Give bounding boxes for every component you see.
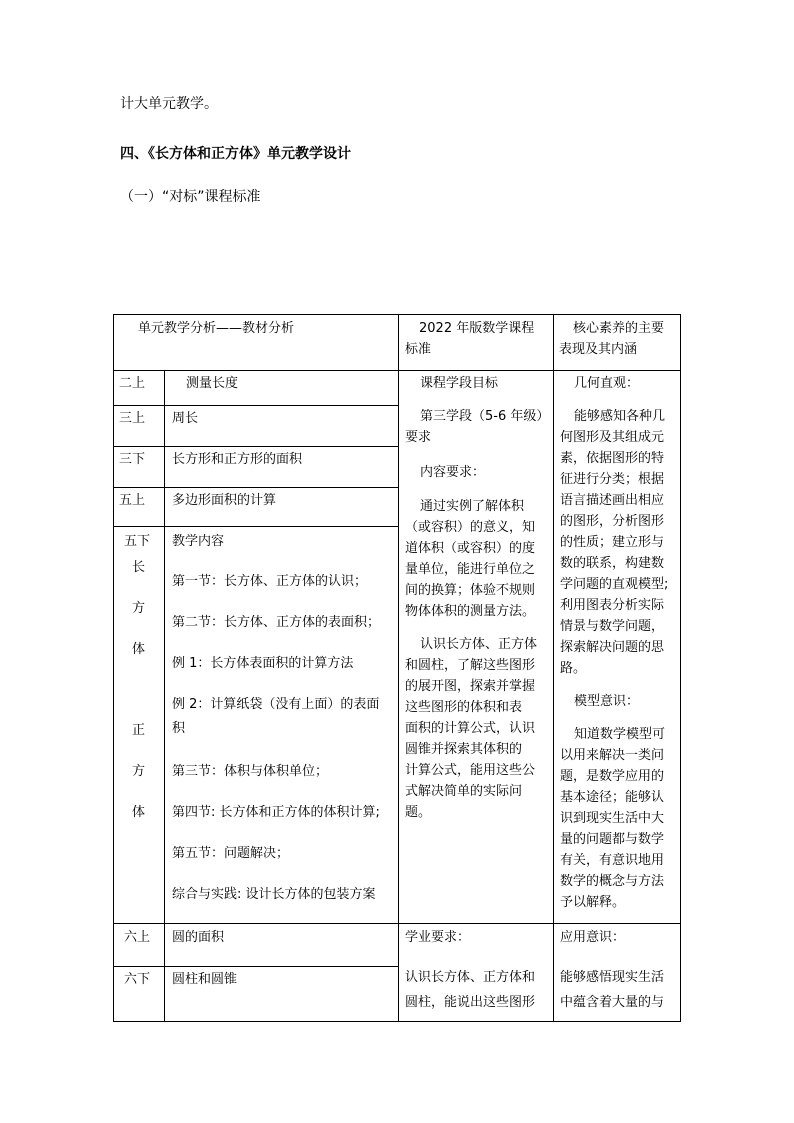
para-line: 有关，有意识地用 — [560, 853, 665, 868]
para-line: 量单位，能进行单位之 — [405, 562, 536, 577]
table-border-top — [113, 314, 681, 315]
row-divider — [113, 526, 399, 527]
para-line: 题，是数学应用的 — [560, 769, 665, 784]
grade-cell: 五下 — [124, 534, 151, 549]
para-line: （或容积）的意义，知 — [405, 520, 536, 535]
column-divider — [164, 370, 165, 1022]
unit-cell: 圆的面积 — [172, 930, 225, 945]
para-line: 素，依据图形的特 — [560, 451, 665, 466]
para-line: 数的联系，构建数 — [560, 556, 665, 571]
header-literacy-cont: 表现及其内涵 — [559, 342, 638, 357]
para-line: 间的换算；体验不规则 — [405, 583, 536, 598]
para-line: 题。 — [405, 805, 432, 820]
grade-cell: 三下 — [119, 452, 146, 467]
stage-line: 第三学段（5-6 年级） — [420, 409, 550, 424]
column-divider — [553, 314, 554, 1022]
grade-cell: 三上 — [119, 411, 146, 426]
para-line: 路。 — [560, 661, 587, 676]
unit-cell: 多边形面积的计算 — [172, 493, 277, 508]
header-standards-cont: 标准 — [405, 342, 432, 357]
content-line: 例 2：计算纸袋（没有上面）的表面 — [172, 697, 380, 712]
unit-cell: 测量长度 — [186, 376, 239, 391]
para-line: 和圆柱，了解这些图形 — [405, 658, 536, 673]
para-line: 情景与数学问题， — [560, 619, 665, 634]
row-divider — [113, 405, 399, 406]
vertical-char: 体 — [132, 642, 146, 657]
para-line: 数学的概念与方法 — [560, 874, 665, 889]
vertical-char: 正 — [132, 723, 146, 738]
para-line: 的性质；建立形与 — [560, 535, 665, 550]
subsection-heading: （一）“对标”课程标准 — [120, 189, 261, 205]
para-line: 以用来解决一类问 — [560, 748, 665, 763]
grade-cell: 六下 — [124, 972, 151, 987]
row-divider — [113, 370, 681, 371]
content-line: 第三节：体积与体积单位； — [172, 764, 329, 779]
unit-cell: 长方形和正方形的面积 — [172, 452, 303, 467]
content-line: 第二节：长方体、正方体的表面积； — [172, 615, 381, 630]
header-standards: 2022 年版数学课程 — [419, 321, 535, 336]
header-textbook-analysis: 单元教学分析——教材分析 — [138, 321, 295, 336]
unit-cell: 圆柱和圆锥 — [172, 972, 238, 987]
academic-requirement-title: 学业要求： — [405, 930, 471, 945]
row-divider — [113, 966, 399, 967]
para-line: 式解决简单的实际问 — [405, 784, 523, 799]
para-line: 通过实例了解体积 — [420, 499, 525, 514]
content-line: 例 1：长方体表面积的计算方法 — [172, 656, 354, 671]
para-line: 圆锥并探索其体积的 — [405, 742, 523, 757]
vertical-char: 方 — [132, 601, 146, 616]
vertical-char: 长 — [132, 560, 146, 575]
section-heading: 四、《长方体和正方体》单元教学设计 — [120, 146, 351, 162]
para-line: 何图形及其组成元 — [560, 430, 665, 445]
para-line: 学问题的直观模型; — [560, 577, 669, 592]
para-line: 能够感知各种几 — [574, 409, 666, 424]
para-line: 语言描述画出相应 — [560, 493, 665, 508]
para-line: 中蕴含着大量的与 — [560, 995, 665, 1010]
para-line: 知道数学模型可 — [574, 727, 666, 742]
para-line: 认识长方体、正方体和 — [405, 970, 536, 985]
para-line: 探索解决问题的思 — [560, 640, 665, 655]
para-line: 的图形，分析图形 — [560, 514, 665, 529]
vertical-char: 体 — [132, 805, 146, 820]
grade-cell: 二上 — [119, 376, 146, 391]
grade-cell: 六上 — [124, 930, 151, 945]
row-divider — [113, 923, 681, 924]
row-divider — [113, 487, 399, 488]
para-line: 认识长方体、正方体 — [420, 637, 538, 652]
para-line: 识到现实生活中大 — [560, 811, 665, 826]
model-awareness-title: 模型意识： — [574, 694, 640, 709]
table-border-left — [113, 314, 114, 1022]
content-line: 教学内容 — [172, 534, 225, 549]
para-line: 圆柱，能说出这些图形 — [405, 995, 536, 1010]
unit-cell: 周长 — [172, 411, 199, 426]
para-line: 物体体积的测量方法。 — [405, 604, 536, 619]
column-divider — [398, 314, 399, 1022]
content-line: 综合与实践: 设计长方体的包装方案 — [172, 887, 376, 902]
content-line: 第五节：问题解决； — [172, 846, 290, 861]
paragraph-ending: 计大单元教学。 — [120, 96, 218, 112]
para-line: 量的问题都与数学 — [560, 832, 665, 847]
content-line: 第四节: 长方体和正方体的体积计算; — [172, 805, 380, 820]
grade-cell: 五上 — [119, 493, 146, 508]
para-line: 面积的计算公式，认识 — [405, 721, 536, 736]
header-literacy: 核心素养的主要 — [573, 321, 665, 336]
goal-title: 课程学段目标 — [420, 376, 499, 391]
application-awareness-title: 应用意识： — [560, 930, 626, 945]
para-line: 的展开图，探索并掌握 — [405, 679, 536, 694]
para-line: 利用图表分析实际 — [560, 598, 665, 613]
content-line: 积 — [172, 721, 186, 736]
para-line: 基本途径；能够认 — [560, 790, 665, 805]
content-requirement-title: 内容要求： — [420, 465, 486, 480]
para-line: 征进行分类；根据 — [560, 472, 665, 487]
para-line: 计算公式，能用这些公 — [405, 763, 536, 778]
geometric-intuition-title: 几何直观： — [574, 376, 640, 391]
table-border-right — [680, 314, 681, 1022]
stage-line: 要求 — [405, 430, 432, 445]
para-line: 予以解释。 — [560, 895, 626, 910]
para-line: 能够感悟现实生活 — [560, 970, 665, 985]
para-line: 这些图形的体积和表 — [405, 700, 523, 715]
para-line: 道体积（或容积）的度 — [405, 541, 536, 556]
vertical-char: 方 — [132, 764, 146, 779]
row-divider — [113, 446, 399, 447]
table-border-bottom — [113, 1021, 681, 1022]
content-line: 第一节：长方体、正方体的认识； — [172, 574, 368, 589]
